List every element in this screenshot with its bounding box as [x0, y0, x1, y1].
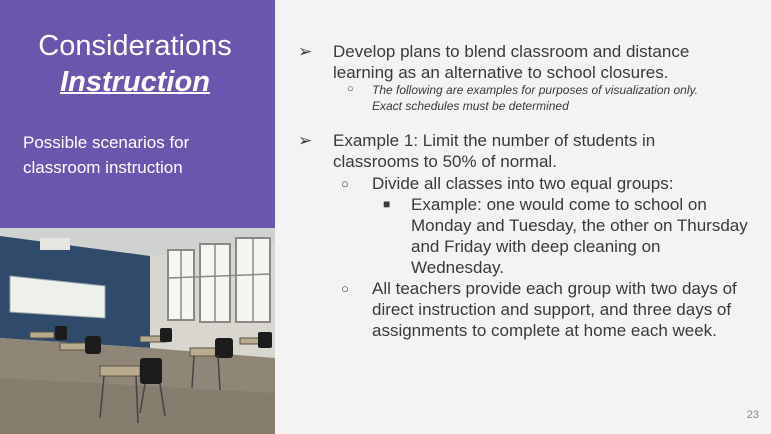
- sub-bullet-a-line-1: Divide all classes into two equal groups:: [372, 174, 674, 193]
- sub-bullet-b-line-2: direct instruction and support, and three days of: [372, 300, 732, 319]
- title-panel: [0, 0, 275, 228]
- arrow-bullet: ➢: [298, 42, 313, 61]
- content-panel: [275, 0, 771, 434]
- left-panel: [0, 0, 275, 434]
- note-line-2: Exact schedules must be determined: [372, 99, 569, 113]
- bullet-2-line-2: classrooms to 50% of normal.: [333, 152, 557, 171]
- bullet-1-line-2: learning as an alternative to school closures.: [333, 63, 669, 82]
- example-line-3: and Friday with deep cleaning on: [411, 237, 661, 256]
- example-line-2: Monday and Tuesday, the other on Thursday: [411, 216, 748, 235]
- scenario-line-1: Possible scenarios for: [23, 133, 190, 152]
- classroom-photo: [0, 228, 275, 434]
- square-bullet: ■: [383, 197, 391, 211]
- circle-bullet: ○: [341, 176, 349, 191]
- example-line-1: Example: one would come to school on: [411, 195, 707, 214]
- scenario-description: [23, 130, 263, 180]
- slide-title: Considerations: [38, 30, 232, 62]
- example-line-4: Wednesday.: [411, 258, 504, 277]
- bullet-2-line-1: Example 1: Limit the number of students in: [333, 131, 656, 150]
- page-number: 23: [746, 409, 759, 421]
- sub-bullet-b-line-1: All teachers provide each group with two days of: [372, 279, 737, 298]
- note-line-1: The following are examples for purposes of visualization only.: [372, 83, 698, 97]
- sub-bullet-b-line-3: assignments to complete at home each week.: [372, 321, 717, 340]
- circle-bullet: ○: [341, 281, 349, 296]
- scenario-line-2: classroom instruction: [23, 158, 183, 177]
- circle-bullet: ○: [347, 83, 354, 95]
- arrow-bullet: ➢: [298, 131, 313, 150]
- slide-subtitle-instruction: Instruction: [60, 66, 210, 98]
- bullet-1-line-1: Develop plans to blend classroom and distance: [333, 42, 690, 61]
